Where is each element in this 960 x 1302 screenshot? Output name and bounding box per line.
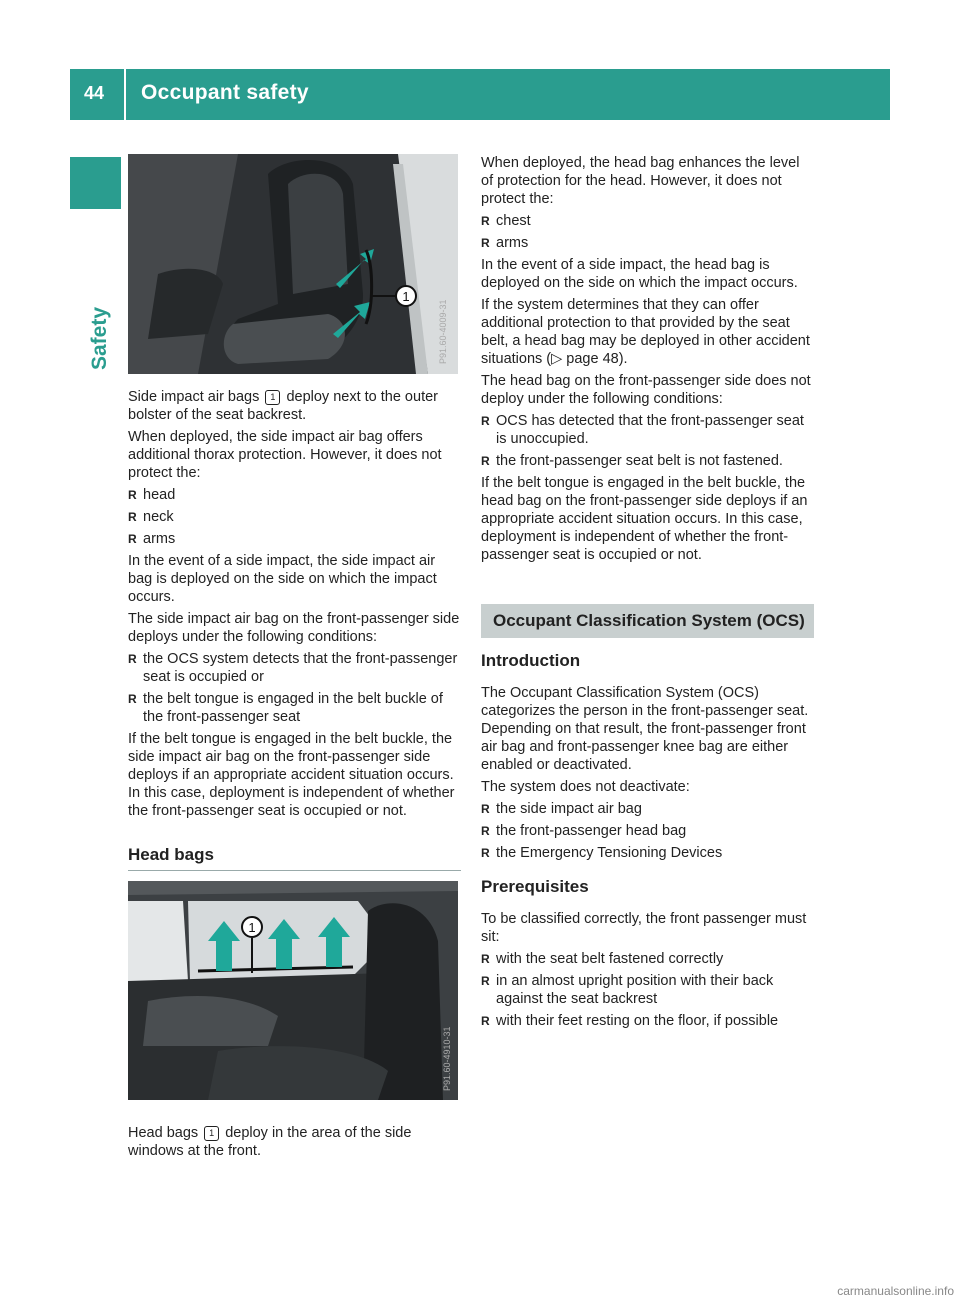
paragraph: In the event of a side impact, the head bag is deployed on the side on which the impact occurs. xyxy=(481,257,798,291)
bullet-list xyxy=(128,486,461,548)
header-divider xyxy=(124,69,126,120)
heading-prerequisites: Prerequisites xyxy=(481,877,589,896)
heading-head-bags: Head bags xyxy=(128,846,461,871)
paragraph: If the system determines that they can offer additional protection to that provided by the seat belt, a head bag may be deployed in other accident situations (▷ page 48). xyxy=(481,297,810,367)
svg-text:1: 1 xyxy=(402,289,410,304)
watermark-link[interactable]: carmanualsonline.info xyxy=(837,1284,954,1298)
paragraph: To be classified correctly, the front passenger must sit: xyxy=(481,911,807,945)
paragraph: The Occupant Classification System (OCS) categorizes the person in the front-passenger seat. Depending on that result, the front-passenger front air bag and front-passenger knee bag are either enabled or deactivated. xyxy=(481,685,809,773)
list-item: R the front-passenger head bag xyxy=(481,822,814,840)
section-tab-text: Safety xyxy=(88,306,111,370)
paragraph: Side impact air bags 1 deploy next to the outer bolster of the seat backrest. xyxy=(128,389,438,423)
bullet-list xyxy=(481,800,814,862)
paragraph: The side impact air bag on the front-passenger side deploys under the following conditions: xyxy=(128,611,460,645)
list-item: R the Emergency Tensioning Devices xyxy=(481,844,814,862)
left-column xyxy=(128,154,461,1164)
heading-introduction: Introduction xyxy=(481,651,581,670)
list-item: R arms xyxy=(481,234,814,252)
paragraph: When deployed, the head bag enhances the level of protection for the head. However, it does not protect the: xyxy=(481,155,800,207)
paragraph: In the event of a side impact, the side impact air bag is deployed on the side on which the impact occurs. xyxy=(128,553,437,605)
section-tab-block xyxy=(70,157,121,209)
list-item: R OCS has detected that the front-passenger seat is unoccupied. xyxy=(481,412,814,448)
head-bag-illustration xyxy=(128,881,458,1100)
list-item: R arms xyxy=(128,530,461,548)
list-item: R the OCS system detects that the front-passenger seat is occupied or xyxy=(128,650,461,686)
paragraph: If the belt tongue is engaged in the belt buckle, the side impact air bag on the front-passenger side deploys if an appropriate accident situation occurs. In this case, deployment is independent of whether the front-passenger seat is occupied or not. xyxy=(128,731,455,819)
bullet-list xyxy=(481,950,814,1030)
list-item: R the side impact air bag xyxy=(481,800,814,818)
paragraph: The head bag on the front-passenger side does not deploy under the following conditions: xyxy=(481,373,811,407)
paragraph: If the belt tongue is engaged in the belt buckle, the head bag on the front-passenger side deploys if an appropriate accident situation occurs. In this case, deployment is independent of whether the front-passenger seat is occupied or not. xyxy=(481,475,808,563)
section-tab-label xyxy=(70,220,121,370)
bullet-list xyxy=(481,412,814,470)
list-item: R in an almost upright position with their back against the seat backrest xyxy=(481,972,814,1008)
list-item: R chest xyxy=(481,212,814,230)
image-code: P91.60-4009-31 xyxy=(438,299,448,364)
head-bag-figure xyxy=(128,881,458,1100)
page-number: 44 xyxy=(84,83,105,103)
callout-marker: 1 xyxy=(204,1126,219,1141)
bullet-list xyxy=(128,650,461,726)
side-airbag-figure xyxy=(128,154,458,374)
paragraph: Head bags 1 deploy in the area of the side windows at the front. xyxy=(128,1125,412,1159)
bullet-list xyxy=(481,212,814,252)
list-item: R head xyxy=(128,486,461,504)
paragraph: The system does not deactivate: xyxy=(481,779,690,795)
list-item: R with the seat belt fastened correctly xyxy=(481,950,814,968)
side-airbag-illustration xyxy=(128,154,458,374)
right-column xyxy=(481,154,814,1034)
svg-text:1: 1 xyxy=(248,920,256,935)
callout-marker: 1 xyxy=(265,390,280,405)
list-item: R neck xyxy=(128,508,461,526)
list-item: R the belt tongue is engaged in the belt buckle of the front-passenger seat xyxy=(128,690,461,726)
list-item: R the front-passenger seat belt is not fastened. xyxy=(481,452,814,470)
section-heading-ocs: Occupant Classification System (OCS) xyxy=(481,604,814,638)
paragraph: When deployed, the side impact air bag offers additional thorax protection. However, it does not protect the: xyxy=(128,429,442,481)
page-header xyxy=(70,69,890,120)
list-item: R with their feet resting on the floor, if possible xyxy=(481,1012,814,1030)
image-code: P91.60-4910-31 xyxy=(442,1026,452,1091)
page-title: Occupant safety xyxy=(141,81,309,104)
